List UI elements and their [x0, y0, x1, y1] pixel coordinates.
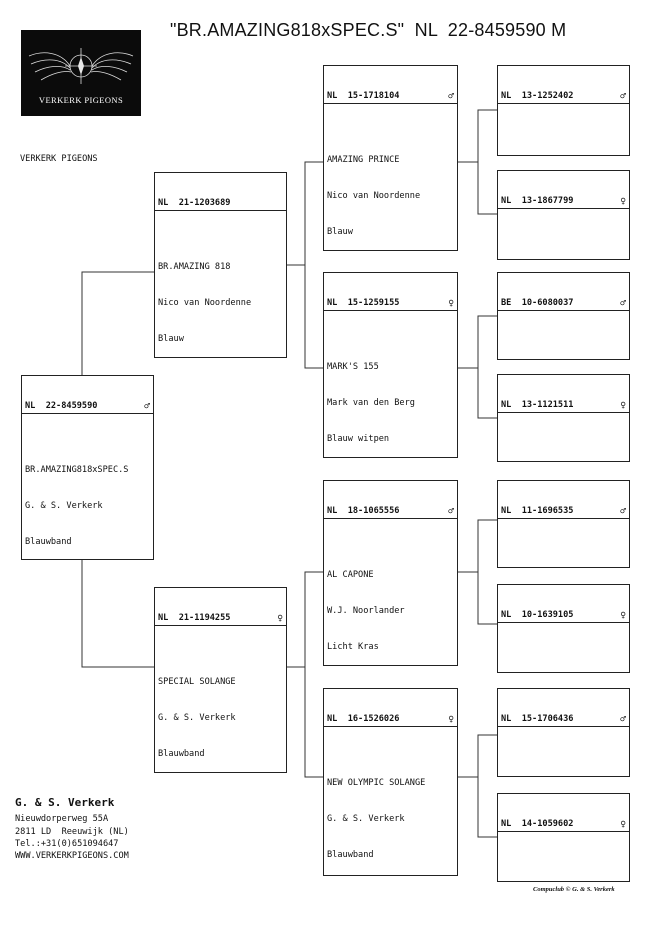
owner-address-block	[15, 797, 129, 862]
ring-number: NL 22-8459590	[25, 401, 98, 412]
box-line: Blauwband	[158, 749, 205, 760]
female-sex-icon: ♀	[620, 610, 626, 622]
ring-number: NL 11-1696535	[501, 506, 574, 517]
box-line: BR.AMAZING818xSPEC.S	[25, 464, 129, 475]
box-line: BR.AMAZING 818	[158, 261, 231, 272]
ring-number: NL 15-1259155	[327, 298, 400, 309]
male-sex-icon: ♂	[620, 506, 626, 518]
ring-number: NL 13-1121511	[501, 400, 574, 411]
box-line: Blauwband	[25, 537, 72, 548]
pedigree-box-ggp-3	[497, 272, 630, 360]
box-line: SPECIAL SOLANGE	[158, 676, 236, 687]
ring-number: BE 10-6080037	[501, 298, 574, 309]
pedigree-box-maternal-granddam	[323, 688, 458, 876]
owner-name: G. & S. Verkerk	[15, 796, 115, 809]
pedigree-box-ggp-1	[497, 65, 630, 156]
female-sex-icon: ♀	[620, 819, 626, 831]
pedigree-box-ggp-2	[497, 170, 630, 260]
pedigree-box-ggp-6	[497, 584, 630, 673]
female-sex-icon: ♀	[620, 400, 626, 412]
box-line: MARK'S 155	[327, 361, 379, 372]
pedigree-box-subject	[21, 375, 154, 560]
male-sex-icon: ♂	[144, 401, 150, 413]
ring-number: NL 16-1526026	[327, 714, 400, 725]
pedigree-box-ggp-7	[497, 688, 630, 777]
box-line: Blauw witpen	[327, 434, 390, 445]
pedigree-box-sire	[154, 172, 287, 358]
page-title: "BR.AMAZING818xSPEC.S" NL 22-8459590 M	[170, 20, 567, 40]
pedigree-box-paternal-grandsire	[323, 65, 458, 251]
owner-website: WWW.VERKERKPIGEONS.COM	[15, 851, 129, 862]
box-line: Mark van den Berg	[327, 397, 415, 408]
box-line: G. & S. Verkerk	[327, 813, 405, 824]
ring-number: NL 15-1706436	[501, 714, 574, 725]
box-line	[501, 154, 626, 156]
female-sex-icon: ♀	[620, 196, 626, 208]
ring-number: NL 21-1194255	[158, 613, 231, 624]
box-line: W.J. Noorlander	[327, 605, 405, 616]
male-sex-icon: ♂	[448, 91, 454, 103]
box-line	[501, 259, 626, 260]
ring-number: NL 21-1203689	[158, 198, 231, 209]
box-line: Blauw	[327, 227, 353, 238]
female-sex-icon: ♀	[448, 298, 454, 310]
male-sex-icon: ♂	[620, 714, 626, 726]
ring-number: NL 18-1065556	[327, 506, 400, 517]
male-sex-icon: ♂	[448, 506, 454, 518]
ring-number: NL 10-1639105	[501, 610, 574, 621]
box-line: AMAZING PRINCE	[327, 154, 400, 165]
box-line: Blauwband	[327, 850, 374, 861]
male-sex-icon: ♂	[620, 91, 626, 103]
logo-text: VERKERK PIGEONS	[38, 95, 124, 105]
pedigree-box-ggp-4	[497, 374, 630, 462]
box-line: G. & S. Verkerk	[25, 500, 103, 511]
pedigree-box-ggp-5	[497, 480, 630, 568]
pedigree-box-maternal-grandsire	[323, 480, 458, 666]
box-line: Blauw	[158, 334, 184, 345]
owner-city: 2811 LD Reeuwijk (NL)	[15, 826, 129, 837]
male-sex-icon: ♂	[620, 298, 626, 310]
box-line: Nico van Noordenne	[327, 190, 421, 201]
box-line: Licht Kras	[327, 642, 379, 653]
owner-street: Nieuwdorperweg 55A	[15, 814, 109, 825]
ring-number: NL 13-1252402	[501, 91, 574, 102]
female-sex-icon: ♀	[277, 613, 283, 625]
owner-phone: Tel.:+31(0)651094647	[15, 838, 119, 849]
footer-credit: Compuclub © G. & S. Verkerk	[533, 886, 615, 893]
pedigree-box-ggp-8	[497, 793, 630, 882]
ring-number: NL 15-1718104	[327, 91, 400, 102]
pedigree-box-paternal-granddam	[323, 272, 458, 458]
box-line: G. & S. Verkerk	[158, 712, 236, 723]
ring-number: NL 14-1059602	[501, 819, 574, 830]
pedigree-box-dam	[154, 587, 287, 773]
ring-number: NL 13-1867799	[501, 196, 574, 207]
box-line: NEW OLYMPIC SOLANGE	[327, 777, 426, 788]
box-line: AL CAPONE	[327, 569, 374, 580]
breeder-label: VERKERK PIGEONS	[20, 154, 98, 164]
box-line: Nico van Noordenne	[158, 297, 252, 308]
female-sex-icon: ♀	[448, 714, 454, 726]
